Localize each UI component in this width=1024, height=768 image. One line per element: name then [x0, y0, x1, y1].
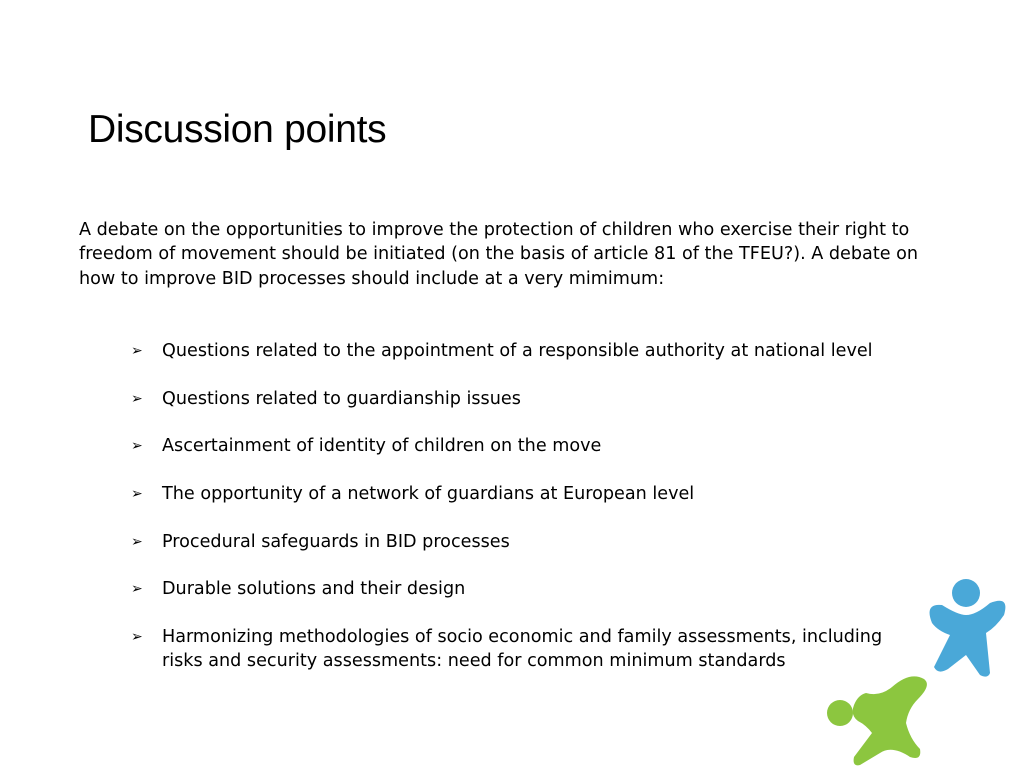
list-item	[131, 434, 927, 458]
list-item-text: Durable solutions and their design	[162, 579, 466, 600]
list-item	[131, 530, 927, 554]
green-figure-icon	[827, 676, 927, 765]
intro-paragraph: A debate on the opportunities to improve the protection of children who exercise their right to freedom of movement should be initiated (on the basis of article 81 of the TFEU?). A debate on how to improve BID processes should include at a very mimimum:	[79, 220, 919, 289]
arrow-bullet-icon: ➢	[131, 438, 143, 455]
arrow-bullet-icon: ➢	[131, 629, 143, 646]
arrow-bullet-icon: ➢	[131, 486, 143, 503]
list-item	[131, 387, 927, 411]
list-item	[131, 625, 927, 673]
arrow-bullet-icon: ➢	[131, 533, 143, 550]
list-item-text: The opportunity of a network of guardians at European level	[162, 484, 695, 505]
list-item-text: Ascertainment of identity of children on the move	[162, 436, 602, 457]
list-item-text: Harmonizing methodologies of socio economic and family assessments, including risks and security assessments: need for common minimum standards	[162, 627, 883, 672]
page-title: Discussion points	[88, 108, 387, 151]
arrow-bullet-icon: ➢	[131, 390, 143, 407]
bullet-list	[131, 339, 927, 697]
list-item	[131, 482, 927, 506]
children-figures-logo	[820, 575, 1024, 768]
list-item	[131, 339, 927, 363]
list-item-text: Procedural safeguards in BID processes	[162, 531, 510, 552]
arrow-bullet-icon: ➢	[131, 581, 143, 598]
arrow-bullet-icon: ➢	[131, 343, 143, 359]
list-item	[131, 577, 927, 601]
list-item-text: Questions related to the appointment of a responsible authority at national level	[162, 341, 873, 361]
blue-figure-icon	[930, 579, 1006, 677]
list-item-text: Questions related to guardianship issues	[162, 388, 521, 409]
